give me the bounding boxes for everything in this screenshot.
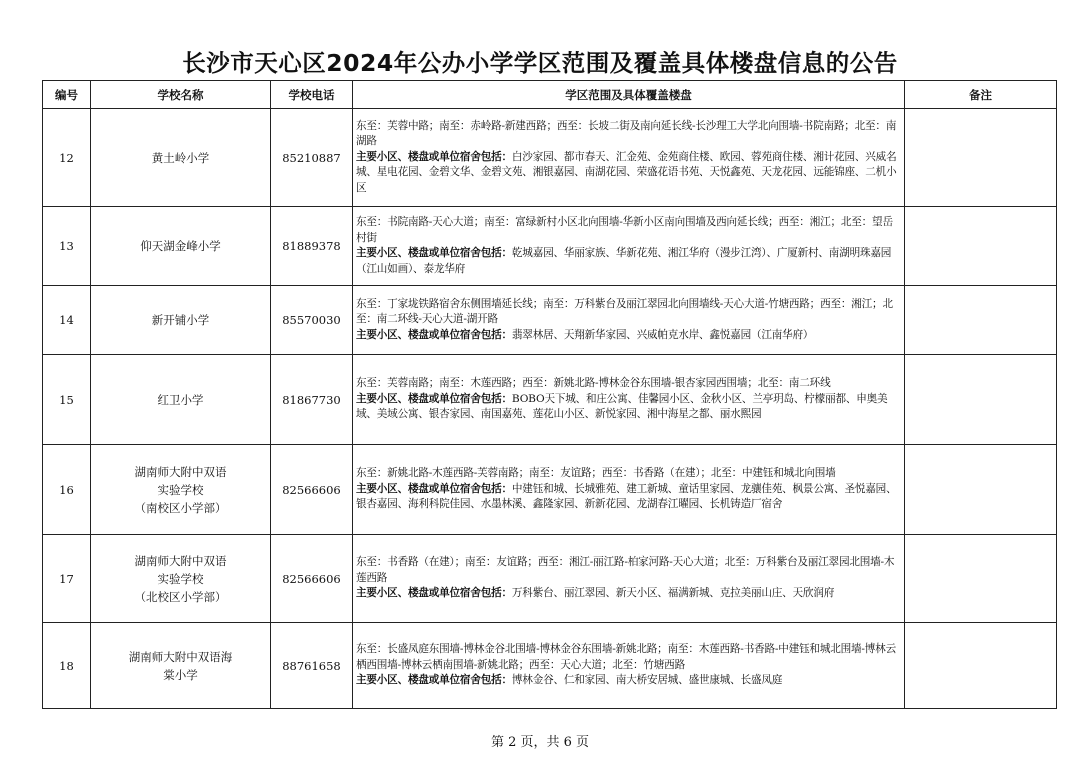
covered-estates: 翡翠林居、天翔新华家园、兴威帕克水岸、鑫悦嘉园（江南华府） xyxy=(511,328,814,341)
row-number: 12 xyxy=(43,109,91,207)
school-district-table xyxy=(42,80,1057,709)
covered-estates: 博林金谷、仁和家园、南大桥安居城、盛世康城、长盛凤庭 xyxy=(511,674,783,687)
table-header-row xyxy=(43,81,1057,109)
school-name-line: 湖南师大附中双语 xyxy=(134,553,227,568)
remark xyxy=(905,286,1057,355)
district-area xyxy=(353,355,905,445)
page-title: 长沙市天心区2024年公办小学学区范围及覆盖具体楼盘信息的公告 xyxy=(182,49,898,77)
header-remark: 备注 xyxy=(905,81,1057,109)
school-name-line: 湖南师大附中双语海 xyxy=(128,649,233,664)
covered-label: 主要小区、楼盘或单位宿舍包括： xyxy=(356,328,512,341)
range-text: 东至：芙蓉中路；南至：赤岭路-新建西路；西至：长坡二街及南向延长线-长沙理工大学北向围墙-书院南路；北至：南湖路 xyxy=(356,119,897,148)
school-name-line: 新开铺小学 xyxy=(151,313,210,327)
header-no: 编号 xyxy=(43,81,91,109)
covered-estates: BOBO天下城、和庄公寓、佳馨园小区、金秋小区、兰亭玥岛、柠檬丽都、申奥美域、美域公寓、银杏家园、南国嘉苑、莲花山小区、新悦家园、湘中海星之都、丽水熙园 xyxy=(356,392,888,421)
school-phone: 88761658 xyxy=(271,623,353,709)
school-name-line: 实验学校 xyxy=(157,571,204,586)
school-name xyxy=(91,109,271,207)
row-number: 15 xyxy=(43,355,91,445)
table-row xyxy=(43,286,1057,355)
covered-estates: 万科紫台、丽江翠园、新天小区、福满新城、克拉美丽山庄、天欣润府 xyxy=(511,587,835,600)
school-name xyxy=(91,286,271,355)
school-name-line: 棠小学 xyxy=(163,667,198,682)
covered-label: 主要小区、楼盘或单位宿舍包括： xyxy=(356,482,512,495)
table-row xyxy=(43,207,1057,286)
school-name xyxy=(91,535,271,623)
range-text: 东至：书院南路-天心大道；南至：富绿新村小区北向围墙-华新小区南向围墙及西向延长线；西至：湘江；北至：望岳村街 xyxy=(356,216,893,244)
school-phone: 82566606 xyxy=(271,535,353,623)
row-number: 18 xyxy=(43,623,91,709)
school-name-line: （北校区小学部） xyxy=(134,589,227,604)
row-number: 14 xyxy=(43,286,91,355)
range-text: 东至：书香路（在建）；南至：友谊路；西至：湘江-丽江路-柏家河路-天心大道；北至：万科紫台及丽江翠园北围墙-木莲西路 xyxy=(356,556,895,584)
school-name xyxy=(91,445,271,535)
district-area xyxy=(353,445,905,535)
school-phone: 85210887 xyxy=(271,109,353,207)
remark xyxy=(905,355,1057,445)
covered-label: 主要小区、楼盘或单位宿舍包括： xyxy=(356,247,512,259)
school-phone: 81889378 xyxy=(271,207,353,286)
remark xyxy=(905,109,1057,207)
district-area xyxy=(353,207,905,286)
school-phone: 81867730 xyxy=(271,355,353,445)
school-name-line: 黄土岭小学 xyxy=(151,150,210,165)
district-area xyxy=(353,109,905,207)
covered-label: 主要小区、楼盘或单位宿舍包括： xyxy=(356,587,512,600)
range-text: 东至：芙蓉南路；南至：木莲西路；西至：新姚北路-博林金谷东围墙-银杏家园西围墙；北至：南二环线 xyxy=(356,377,831,390)
school-phone: 82566606 xyxy=(271,445,353,535)
row-number: 13 xyxy=(43,207,91,286)
district-area xyxy=(353,623,905,709)
covered-estates: 白沙家园、都市春天、汇金苑、金苑商住楼、欧园、蓉苑商住楼、湘计花园、兴威名城、星电花园、金碧文华、金碧文苑、湘银嘉园、南湖花园、荣盛花语书苑、天悦鑫苑、天龙花园、远能锦座、二机小区 xyxy=(356,150,897,194)
range-text: 东至：丁家垅铁路宿舍东侧围墙延长线；南至：万科紫台及丽江翠园北向围墙线-天心大道-竹塘西路；西至：湘江；北至：南二环线-天心大道-湖开路 xyxy=(356,297,893,326)
school-phone: 85570030 xyxy=(271,286,353,355)
table-row xyxy=(43,445,1057,535)
range-text: 东至：长盛凤庭东围墙-博林金谷北围墙-博林金谷东围墙-新姚北路；南至：木莲西路-书香路-中建钰和城北围墙-博林云栖西围墙-博林云栖南围墙-新姚北路；西至：天心大道；北至：竹塘西路 xyxy=(356,643,896,671)
school-name-line: 实验学校 xyxy=(157,482,204,497)
range-text: 东至：新姚北路-木莲西路-芙蓉南路；南至：友谊路；西至：书香路（在建）；北至：中建钰和城北向围墙 xyxy=(356,467,836,480)
header-area: 学区范围及具体覆盖楼盘 xyxy=(353,81,905,109)
district-area xyxy=(353,535,905,623)
school-name-line: 湖南师大附中双语 xyxy=(134,464,227,479)
school-name-line: 仰天湖金峰小学 xyxy=(140,239,221,253)
covered-label: 主要小区、楼盘或单位宿舍包括： xyxy=(356,150,512,163)
covered-estates: 中建钰和城、长城雅苑、建工新城、童话里家园、龙骧佳苑、枫景公寓、圣悦嘉园、银杏嘉园、海利科院佳园、水墨林溪、鑫隆家园、新新花园、龙湖春江曜园、长机铸造厂宿舍 xyxy=(356,482,897,511)
header-school: 学校名称 xyxy=(91,81,271,109)
school-name xyxy=(91,623,271,709)
district-area xyxy=(353,286,905,355)
school-name-line: （南校区小学部） xyxy=(134,500,227,515)
row-number: 17 xyxy=(43,535,91,623)
header-phone: 学校电话 xyxy=(271,81,353,109)
page-footer: 第 2 页，共 6 页 xyxy=(490,735,590,750)
table-row xyxy=(43,355,1057,445)
remark xyxy=(905,445,1057,535)
table-row xyxy=(43,623,1057,709)
covered-label: 主要小区、楼盘或单位宿舍包括： xyxy=(356,674,512,687)
school-name xyxy=(91,355,271,445)
remark xyxy=(905,623,1057,709)
remark xyxy=(905,207,1057,286)
covered-estates: 乾城嘉园、华丽家族、华新花苑、湘江华府（漫步江湾）、广厦新村、南湖明珠嘉园（江山如画）、泰龙华府 xyxy=(356,247,892,275)
table-row xyxy=(43,109,1057,207)
row-number: 16 xyxy=(43,445,91,535)
remark xyxy=(905,535,1057,623)
school-name-line: 红卫小学 xyxy=(157,392,204,407)
school-name xyxy=(91,207,271,286)
table-row xyxy=(43,535,1057,623)
covered-label: 主要小区、楼盘或单位宿舍包括： xyxy=(356,392,512,405)
